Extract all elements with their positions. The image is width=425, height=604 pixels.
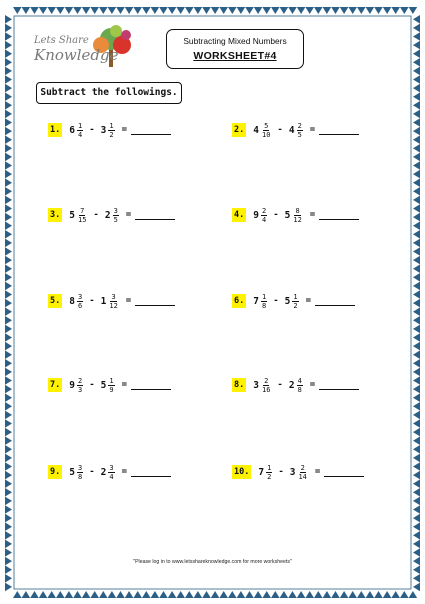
- fraction: [77, 207, 87, 224]
- tree-logo-icon: [30, 23, 150, 75]
- mixed-number: [285, 293, 299, 310]
- fraction: [261, 207, 267, 224]
- mixed-number: [253, 293, 267, 310]
- whole-part: 2: [100, 466, 107, 478]
- denominator: 4: [77, 130, 83, 139]
- numerator: 1: [77, 121, 83, 130]
- problem-number: 7.: [50, 380, 61, 390]
- title-box: [166, 29, 304, 69]
- numerator: 2: [261, 206, 267, 215]
- mixed-number: [289, 377, 303, 394]
- denominator: 9: [109, 385, 114, 394]
- mixed-number: [101, 293, 119, 310]
- answer-blank[interactable]: [135, 210, 175, 220]
- answer-blank[interactable]: [319, 210, 359, 220]
- denominator: 4: [109, 472, 114, 481]
- numerator: 2: [300, 463, 305, 472]
- problem-item: [48, 115, 171, 145]
- answer-blank[interactable]: [131, 467, 171, 477]
- mixed-number: [69, 377, 83, 394]
- numerator: 2: [297, 121, 302, 130]
- whole-part: 9: [253, 209, 259, 221]
- problem-number: 10.: [234, 467, 250, 477]
- mixed-number: [101, 464, 115, 481]
- denominator: 2: [293, 301, 298, 310]
- instructions-box: Subtract the followings.: [36, 82, 182, 104]
- numerator: 5: [264, 121, 269, 130]
- minus-sign: -: [89, 296, 95, 306]
- mixed-number: [101, 377, 115, 394]
- whole-part: 4: [253, 124, 259, 136]
- mixed-number: [69, 122, 83, 139]
- whole-part: 2: [288, 379, 295, 391]
- equals-sign: =: [309, 125, 316, 135]
- denominator: 8: [261, 301, 267, 310]
- fraction: [266, 464, 272, 481]
- whole-part: 3: [289, 466, 296, 478]
- numerator: 1: [261, 292, 267, 301]
- minus-sign: -: [89, 380, 95, 390]
- mixed-number: [253, 122, 271, 139]
- denominator: 8: [77, 472, 83, 481]
- fraction: [77, 122, 83, 139]
- fraction: [77, 464, 83, 481]
- whole-part: 4: [288, 124, 295, 136]
- problem-number: 6.: [234, 296, 245, 306]
- fraction: [108, 122, 114, 139]
- mixed-number: [69, 293, 83, 310]
- mixed-number: [290, 464, 308, 481]
- equals-sign: =: [121, 467, 127, 477]
- mixed-number: [105, 207, 119, 224]
- problem-item: [232, 370, 359, 400]
- fraction: [108, 293, 118, 310]
- problem-number: 8.: [234, 380, 245, 390]
- denominator: 5: [297, 130, 302, 139]
- fraction: [292, 293, 298, 310]
- numerator: 3: [111, 292, 116, 301]
- denominator: 12: [109, 301, 118, 310]
- whole-part: 6: [69, 124, 75, 136]
- mixed-number: [101, 122, 115, 139]
- numerator: 7: [80, 206, 85, 215]
- whole-part: 5: [100, 379, 107, 391]
- mixed-number: [69, 207, 87, 224]
- whole-part: 5: [284, 209, 291, 221]
- denominator: 15: [77, 215, 87, 224]
- numerator: 1: [109, 121, 114, 130]
- equals-sign: =: [309, 210, 316, 220]
- equals-sign: =: [125, 296, 132, 306]
- answer-blank[interactable]: [324, 467, 364, 477]
- footer-note: "Please log in to www.letsshareknowledge.com for more worksheets": [133, 559, 292, 565]
- denominator: 16: [261, 385, 271, 394]
- answer-blank[interactable]: [315, 296, 355, 306]
- numerator: 1: [267, 463, 272, 472]
- minus-sign: -: [93, 210, 99, 220]
- problem-item: [48, 200, 175, 230]
- fraction: [108, 464, 114, 481]
- mixed-number: [258, 464, 272, 481]
- minus-sign: -: [273, 296, 279, 306]
- whole-part: 5: [69, 209, 75, 221]
- denominator: 2: [267, 472, 272, 481]
- problem-number: 9.: [50, 467, 61, 477]
- problem-item: [232, 286, 355, 316]
- problem-number: 1.: [50, 125, 61, 135]
- answer-blank[interactable]: [319, 380, 359, 390]
- numerator: 3: [109, 463, 114, 472]
- answer-blank[interactable]: [131, 380, 171, 390]
- mixed-number: [69, 464, 83, 481]
- fraction: [261, 122, 271, 139]
- minus-sign: -: [278, 467, 284, 477]
- fraction: [77, 377, 83, 394]
- mixed-number: [285, 207, 303, 224]
- whole-part: 8: [69, 295, 75, 307]
- worksheet-subtitle: Subtracting Mixed Numbers: [183, 36, 287, 46]
- denominator: 8: [297, 385, 302, 394]
- problem-number: 3.: [50, 210, 61, 220]
- denominator: 4: [261, 215, 267, 224]
- fraction: [113, 207, 119, 224]
- numerator: 1: [109, 376, 114, 385]
- numerator: 3: [77, 463, 83, 472]
- numerator: 1: [293, 292, 298, 301]
- whole-part: 9: [69, 379, 75, 391]
- minus-sign: -: [89, 125, 95, 135]
- fraction: [297, 464, 307, 481]
- problem-item: [232, 115, 359, 145]
- numerator: 2: [264, 376, 269, 385]
- problem-item: [232, 200, 359, 230]
- equals-sign: =: [125, 210, 132, 220]
- fraction: [292, 207, 302, 224]
- minus-sign: -: [277, 380, 283, 390]
- logo-line-2: Knowledge: [34, 46, 119, 64]
- fraction: [108, 377, 114, 394]
- whole-part: 1: [100, 295, 107, 307]
- denominator: 5: [113, 215, 118, 224]
- whole-part: 7: [258, 466, 265, 478]
- equals-sign: =: [121, 125, 127, 135]
- equals-sign: =: [314, 467, 321, 477]
- denominator: 10: [261, 130, 271, 139]
- problem-item: [48, 370, 171, 400]
- equals-sign: =: [305, 296, 311, 306]
- denominator: 6: [77, 301, 83, 310]
- answer-blank[interactable]: [319, 125, 359, 135]
- problem-number: 4.: [234, 210, 245, 220]
- denominator: 3: [77, 385, 83, 394]
- whole-part: 2: [104, 209, 111, 221]
- mixed-number: [253, 377, 271, 394]
- fraction: [77, 293, 83, 310]
- problem-number: 5.: [50, 296, 61, 306]
- equals-sign: =: [121, 380, 127, 390]
- equals-sign: =: [309, 380, 316, 390]
- numerator: 4: [297, 376, 302, 385]
- site-logo: [30, 23, 150, 75]
- problem-item: [48, 457, 171, 487]
- minus-sign: -: [273, 210, 279, 220]
- whole-part: 3: [253, 379, 259, 391]
- mixed-number: [253, 207, 267, 224]
- problem-item: [232, 457, 364, 487]
- whole-part: 5: [69, 466, 75, 478]
- numerator: 3: [77, 292, 83, 301]
- numerator: 8: [295, 206, 300, 215]
- mixed-number: [289, 122, 303, 139]
- worksheet-title: WORKSHEET#4: [193, 50, 277, 62]
- problem-item: [48, 286, 175, 316]
- whole-part: 5: [284, 295, 291, 307]
- problem-number: 2.: [234, 125, 245, 135]
- answer-blank[interactable]: [131, 125, 171, 135]
- denominator: 14: [298, 472, 307, 481]
- minus-sign: -: [89, 467, 95, 477]
- fraction: [297, 122, 303, 139]
- whole-part: 7: [253, 295, 259, 307]
- fraction: [297, 377, 303, 394]
- numerator: 2: [77, 376, 83, 385]
- minus-sign: -: [277, 125, 283, 135]
- fraction: [261, 293, 267, 310]
- logo-line-1: Lets Share: [34, 35, 89, 46]
- numerator: 3: [113, 206, 118, 215]
- answer-blank[interactable]: [135, 296, 175, 306]
- fraction: [261, 377, 271, 394]
- denominator: 2: [109, 130, 114, 139]
- whole-part: 3: [100, 124, 107, 136]
- denominator: 12: [293, 215, 302, 224]
